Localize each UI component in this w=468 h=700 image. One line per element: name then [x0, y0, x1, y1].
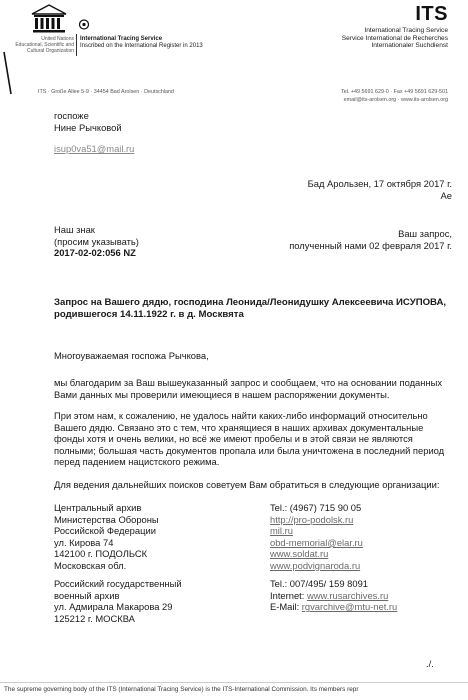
org-line: Центральный архив — [54, 502, 142, 513]
paragraph-result — [54, 410, 446, 468]
org-internet-row — [270, 590, 397, 602]
organization-military-archive-contacts — [270, 578, 397, 613]
recipient-name: Нине Рычковой — [54, 122, 122, 133]
org-link[interactable]: www.podvignaroda.ru — [270, 559, 361, 571]
paragraph-line: полными; большая часть документов пропала или была уничтожена в последний период — [54, 444, 445, 456]
our-reference-label: Наш знак — [54, 224, 95, 235]
sender-email-web: email@its-arolsen.org · www.its-arolsen.org — [343, 97, 448, 103]
paragraph-line: мы благодарим за Ваш вышеуказанный запрос и сообщаем, что на основании поданных — [54, 377, 443, 388]
unesco-caption-line: Educational, Scientific and — [15, 42, 74, 48]
paragraph-thanks — [54, 377, 446, 400]
org-email-row — [270, 601, 397, 613]
paragraph-line: Вашего дядю. Связано это с тем, что хранящиеся в наших архивах документальные — [54, 421, 424, 433]
org-email-link[interactable]: rgvarchive@mtu-net.ru — [301, 601, 398, 613]
organization-central-archive — [54, 502, 159, 572]
unesco-logo — [30, 4, 68, 34]
org-link[interactable]: mil.ru — [270, 525, 293, 537]
org-line: Российской Федерации — [54, 525, 156, 537]
org-line: 125212 г. МОСКВА — [54, 612, 135, 624]
date-line: Бад Арользен, 17 октября 2017 г. — [307, 178, 452, 189]
org-line: военный архив — [54, 589, 120, 601]
org-phone: Tel.: 007/495/ 159 8091 — [270, 578, 368, 589]
org-link[interactable]: www.soldat.ru — [270, 548, 329, 560]
org-link[interactable]: obd-memorial@elar.ru — [270, 536, 363, 548]
footer-divider — [0, 682, 468, 683]
org-internet-link[interactable]: www.rusarchives.ru — [307, 589, 389, 601]
your-reference-received: полученный нами 02 февраля 2017 г. — [289, 239, 452, 251]
subject-line: Запрос на Вашего дядю, господина Леонида/Леонидушку Алексеевича ИСУПОВА, — [54, 297, 447, 308]
initials: Ae — [440, 190, 452, 201]
unesco-caption — [12, 36, 74, 54]
paragraph-line: Для ведения дальнейших поисков советуем Вам обратиться в следующие организации: — [54, 479, 440, 490]
org-line: 142100 г. ПОДОЛЬСК — [54, 548, 148, 560]
memory-of-world-icon — [79, 18, 89, 31]
logo-separator — [76, 34, 77, 56]
paragraph-line: Вами данных мы проверили имеющиеся в нашем распоряжении документы. — [54, 388, 390, 400]
service-names — [342, 27, 448, 50]
service-name-en: International Tracing Service — [364, 27, 448, 34]
org-line: ул. Адмирала Макарова 29 — [54, 601, 173, 613]
org-phone: Tel.: (4967) 715 90 05 — [270, 502, 362, 513]
memory-subtitle: Inscribed on the International Register in 2013 — [80, 43, 203, 49]
org-line: Министерства Обороны — [54, 513, 159, 525]
unesco-caption-line: Cultural Organization — [27, 48, 74, 54]
service-name-de: Internationaler Suchdienst — [371, 42, 448, 50]
recipient-salutation: госпоже — [54, 110, 89, 121]
page-continuation-mark: ./. — [426, 658, 434, 669]
greeting: Многоуважаемая госпожа Рычкова, — [54, 350, 209, 361]
memory-title: International Tracing Service — [80, 36, 163, 42]
organization-central-archive-contacts — [270, 502, 363, 572]
margin-stroke — [2, 50, 14, 98]
paragraph-line: При этом нам, к сожалению, не удалось найти каких-либо информаций относительно — [54, 410, 428, 421]
paragraph-advice — [54, 479, 446, 491]
subject-line: родившегося 14.11.1922 г. в д. Москвята — [54, 308, 244, 320]
unesco-caption-line: United Nations — [41, 36, 74, 42]
your-reference-label: Ваш запрос, — [398, 228, 452, 239]
subject — [54, 297, 456, 320]
org-line: ул. Кирова 74 — [54, 536, 114, 548]
its-logo: ITS — [415, 3, 448, 25]
org-line: Российский государственный — [54, 578, 182, 589]
paragraph-line: перед падением нацистского режима. — [54, 456, 220, 468]
service-name-fr: Service International de Recherches — [341, 34, 448, 42]
paragraph-line: фонды хотя и очень велики, но всё же имеют пробелы и в этой связи не являются — [54, 433, 413, 445]
your-reference — [289, 228, 452, 251]
our-reference — [54, 224, 139, 259]
footer-note: The supreme governing body of the ITS (International Tracing Service) is the ITS-International Commission. Its members repr — [4, 686, 359, 693]
recipient-email-link[interactable]: isup0va51@mail.ru — [54, 143, 135, 154]
org-link[interactable]: http://pro-podolsk.ru — [270, 513, 354, 525]
org-line: Московская обл. — [54, 559, 127, 571]
our-reference-hint: (просим указывать) — [54, 235, 139, 247]
org-email-label: E-Mail: — [270, 601, 300, 613]
our-reference-number: 2017-02-02:056 NZ — [54, 247, 136, 259]
organization-military-archive — [54, 578, 182, 624]
sender-phone-fax: Tel. +49 5691 629-0 · Fax +49 5691 629-501 — [341, 89, 448, 95]
sender-address: ITS · Große Allee 5-9 · 34454 Bad Arolsen · Deutschland — [38, 89, 175, 95]
org-internet-label: Internet: — [270, 589, 305, 601]
